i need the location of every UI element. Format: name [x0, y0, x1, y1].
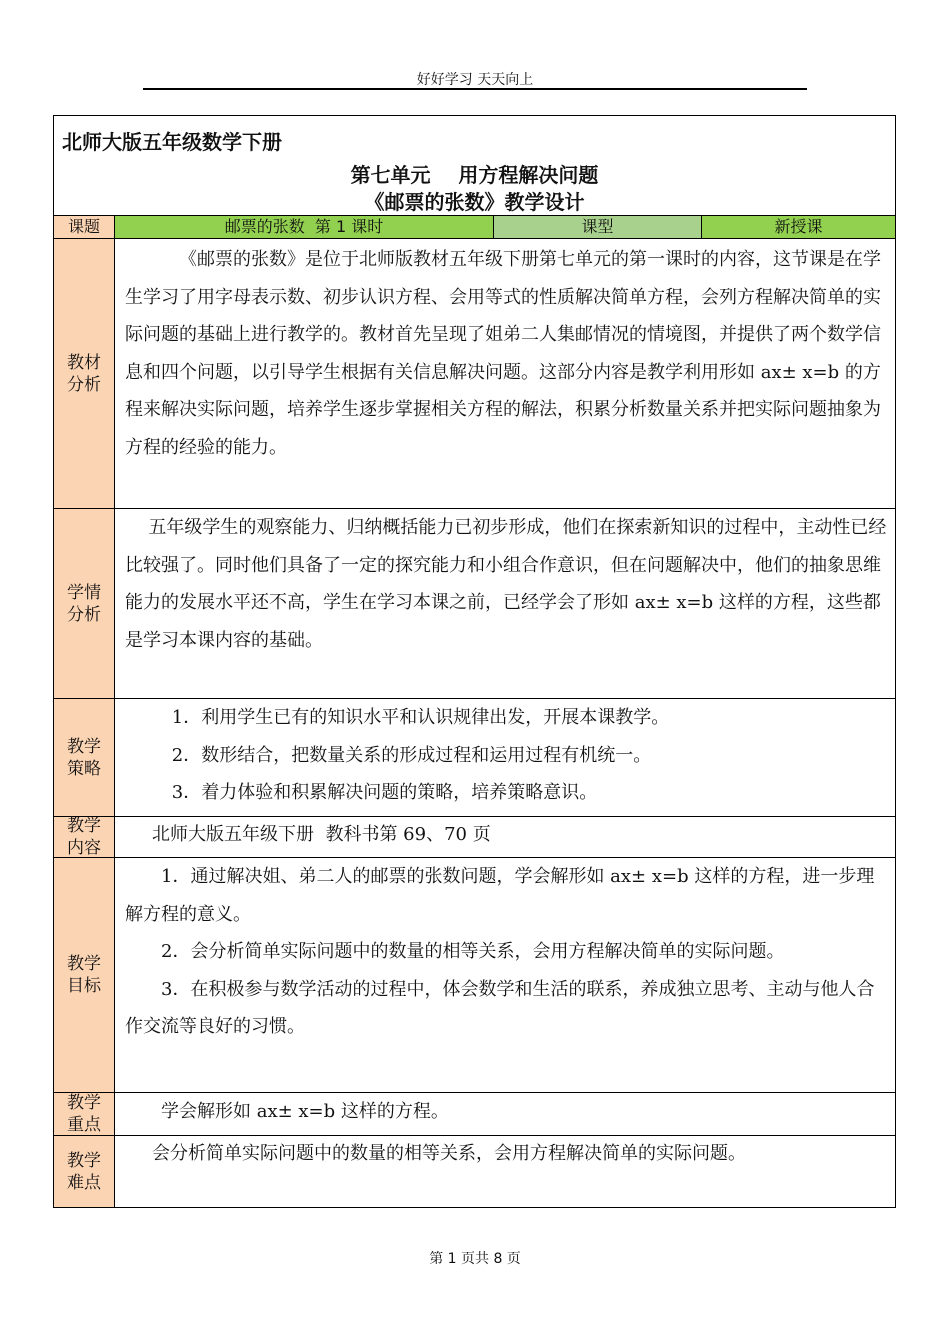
page-footer: 第 1 页共 8 页 — [429, 1251, 521, 1267]
book-title: 北师大版五年级数学下册 — [62, 130, 282, 154]
subject-topic: 邮票的张数 第 1 课时 — [115, 216, 494, 238]
paragraph: 北师大版五年级下册 教科书第 69、70 页 — [152, 824, 491, 845]
difficulty-row — [54, 1135, 895, 1207]
label-text: 教学难点 — [67, 1150, 101, 1193]
difficulty-label — [54, 1136, 115, 1207]
list-item: 3．在积极参与数学活动的过程中，体会数学和生活的联系，养成独立思考、主动与他人合作交流等良好的习惯。 — [125, 978, 875, 1037]
paragraph: 五年级学生的观察能力、归纳概括能力已初步形成，他们在探索新知识的过程中，主动性已经比较强了。同时他们具备了一定的探究能力和小组合作意识，但在问题解决中，他们的抽象思维能力的发展水平还不高，学生在学习本课之前，已经学会了形如 ax± x=b 这样的方程，这些都是学习本课内容的基础。 — [125, 517, 887, 651]
list-item: 2．会分析简单实际问题中的数量的相等关系，会用方程解决简单的实际问题。 — [161, 941, 785, 962]
student-analysis-label — [54, 509, 115, 698]
content-label — [54, 817, 115, 857]
lesson-type-label: 课型 — [494, 216, 702, 238]
label-text: 教学内容 — [67, 816, 101, 858]
content-row — [54, 816, 895, 857]
strategy-row — [54, 698, 895, 816]
material-analysis-row — [54, 238, 895, 508]
paragraph: 《邮票的张数》是位于北师版教材五年级下册第七单元的第一课时的内容，这节课是在学生学习了用字母表示数、初步认识方程、会用等式的性质解决简单方程，会列方程解决简单的实际问题的基础上进行教学的。教材首先呈现了姐弟二人集邮情况的情境图，并提供了两个数学信息和四个问题，以引导学生根据有关信息解决问题。这部分内容是教学利用形如 ax± x=b 的方程来解决实际问题，培养学生逐步掌握相关方程的解法，积累分析数量关系并把实际问题抽象为方程的经验的能力。 — [125, 249, 881, 458]
title-block — [54, 116, 895, 215]
strategy-list — [115, 699, 895, 816]
paragraph: 学会解形如 ax± x=b 这样的方程。 — [161, 1101, 449, 1122]
lesson-plan-table — [53, 115, 896, 1208]
student-analysis-text — [115, 509, 895, 698]
unit-title: 第七单元 用方程解决问题 — [350, 163, 599, 187]
list-item: 3．着力体验和积累解决问题的策略，培养策略意识。 — [171, 782, 598, 803]
list-item: 1．利用学生已有的知识水平和认识规律出发，开展本课教学。 — [171, 707, 670, 728]
subject-row — [54, 215, 895, 238]
goals-label — [54, 858, 115, 1092]
goals-list — [115, 858, 895, 1092]
goals-row — [54, 857, 895, 1092]
key-point-label — [54, 1093, 115, 1135]
label-text: 教学目标 — [67, 954, 101, 996]
label-text: 教学策略 — [67, 736, 101, 779]
list-item: 2．数形结合，把数量关系的形成过程和运用过程有机统一。 — [171, 744, 652, 766]
strategy-label — [54, 699, 115, 816]
label-text: 教学重点 — [67, 1093, 101, 1135]
label-text: 学情分析 — [67, 582, 101, 625]
header-rule — [143, 88, 807, 90]
key-point-text — [115, 1093, 895, 1135]
list-item: 1．通过解决姐、弟二人的邮票的张数问题，学会解形如 ax± x=b 这样的方程，进一步理解方程的意义。 — [125, 866, 875, 925]
content-text — [115, 817, 895, 857]
material-analysis-label — [54, 239, 115, 508]
student-analysis-row — [54, 508, 895, 698]
page-header: 好好学习 天天向上 — [416, 72, 534, 88]
key-point-row — [54, 1092, 895, 1135]
subject-label: 课题 — [54, 216, 115, 238]
material-analysis-text — [115, 239, 895, 508]
lesson-type-value: 新授课 — [702, 216, 895, 238]
label-text: 教材分析 — [67, 352, 101, 395]
lesson-title: 《邮票的张数》教学设计 — [364, 190, 585, 214]
difficulty-text — [115, 1136, 895, 1207]
paragraph: 会分析简单实际问题中的数量的相等关系，会用方程解决简单的实际问题。 — [152, 1143, 746, 1164]
